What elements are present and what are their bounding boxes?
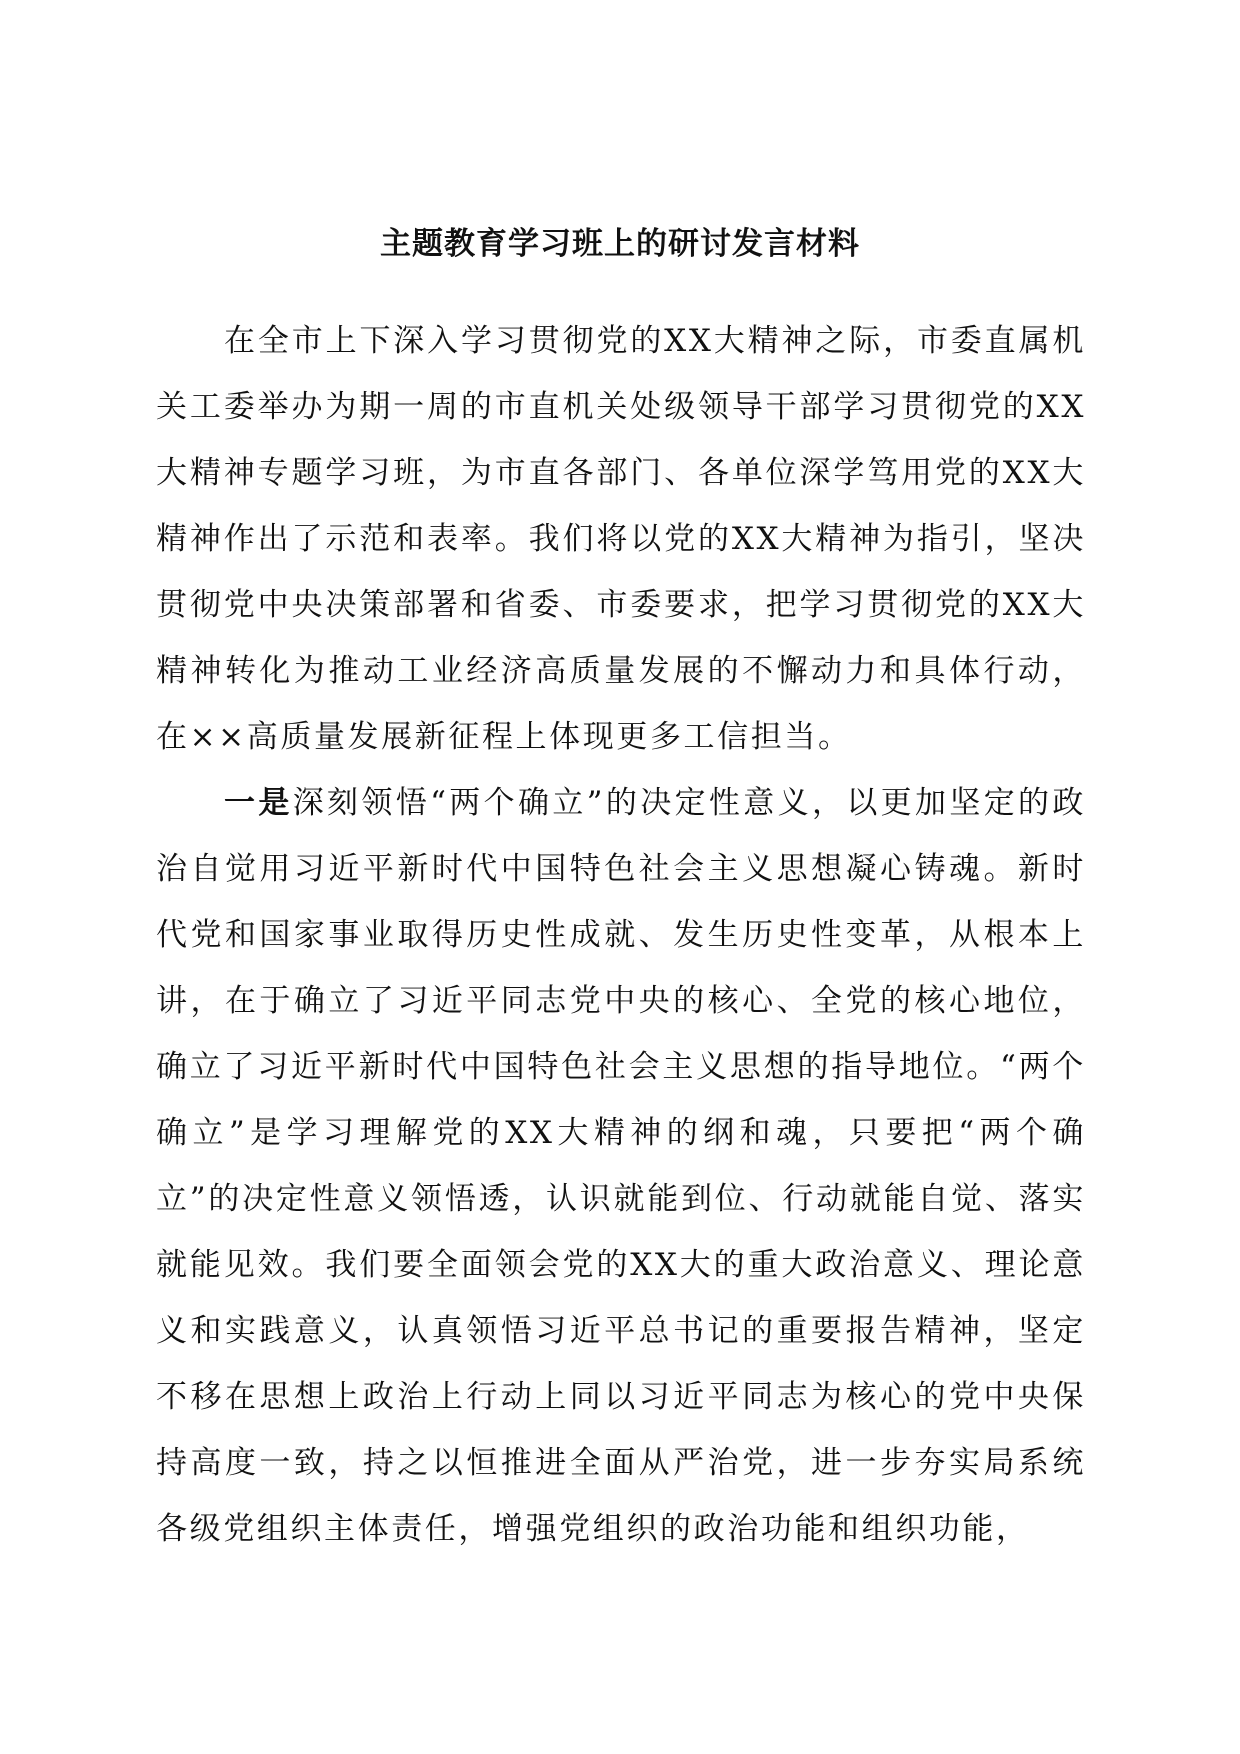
paragraph-point-one — [156, 770, 1086, 1562]
paragraph-point-one-lead: 一是 — [224, 785, 293, 821]
paragraph-intro-text: 在全市上下深入学习贯彻党的XX大精神之际，市委直属机关工委举办为期一周的市直机关处级领导干部学习贯彻党的XX大精神专题学习班，为市直各部门、各单位深学笃用党的XX大精神作出了示范和表率。我们将以党的XX大精神为指引，坚决贯彻党中央决策部署和省委、市委要求，把学习贯彻党的XX大精神转化为推动工业经济高质量发展的不懈动力和具体行动，在××高质量发展新征程上体现更多工信担当。 — [156, 323, 1086, 755]
document-body — [156, 308, 1086, 1562]
paragraph-intro — [156, 308, 1086, 770]
paragraph-point-one-text: 深刻领悟“两个确立”的决定性意义，以更加坚定的政治自觉用习近平新时代中国特色社会主义思想凝心铸魂。新时代党和国家事业取得历史性成就、发生历史性变革，从根本上讲，在于确立了习近平同志党中央的核心、全党的核心地位，确立了习近平新时代中国特色社会主义思想的指导地位。“两个确立”是学习理解党的XX大精神的纲和魂，只要把“两个确立”的决定性意义领悟透，认识就能到位、行动就能自觉、落实就能见效。我们要全面领会党的XX大的重大政治意义、理论意义和实践意义，认真领悟习近平总书记的重要报告精神，坚定不移在思想上政治上行动上同以习近平同志为核心的党中央保持高度一致，持之以恒推进全面从严治党，进一步夯实局系统各级党组织主体责任，增强党组织的政治功能和组织功能， — [156, 785, 1087, 1547]
document-title: 主题教育学习班上的研讨发言材料 — [380, 226, 860, 262]
